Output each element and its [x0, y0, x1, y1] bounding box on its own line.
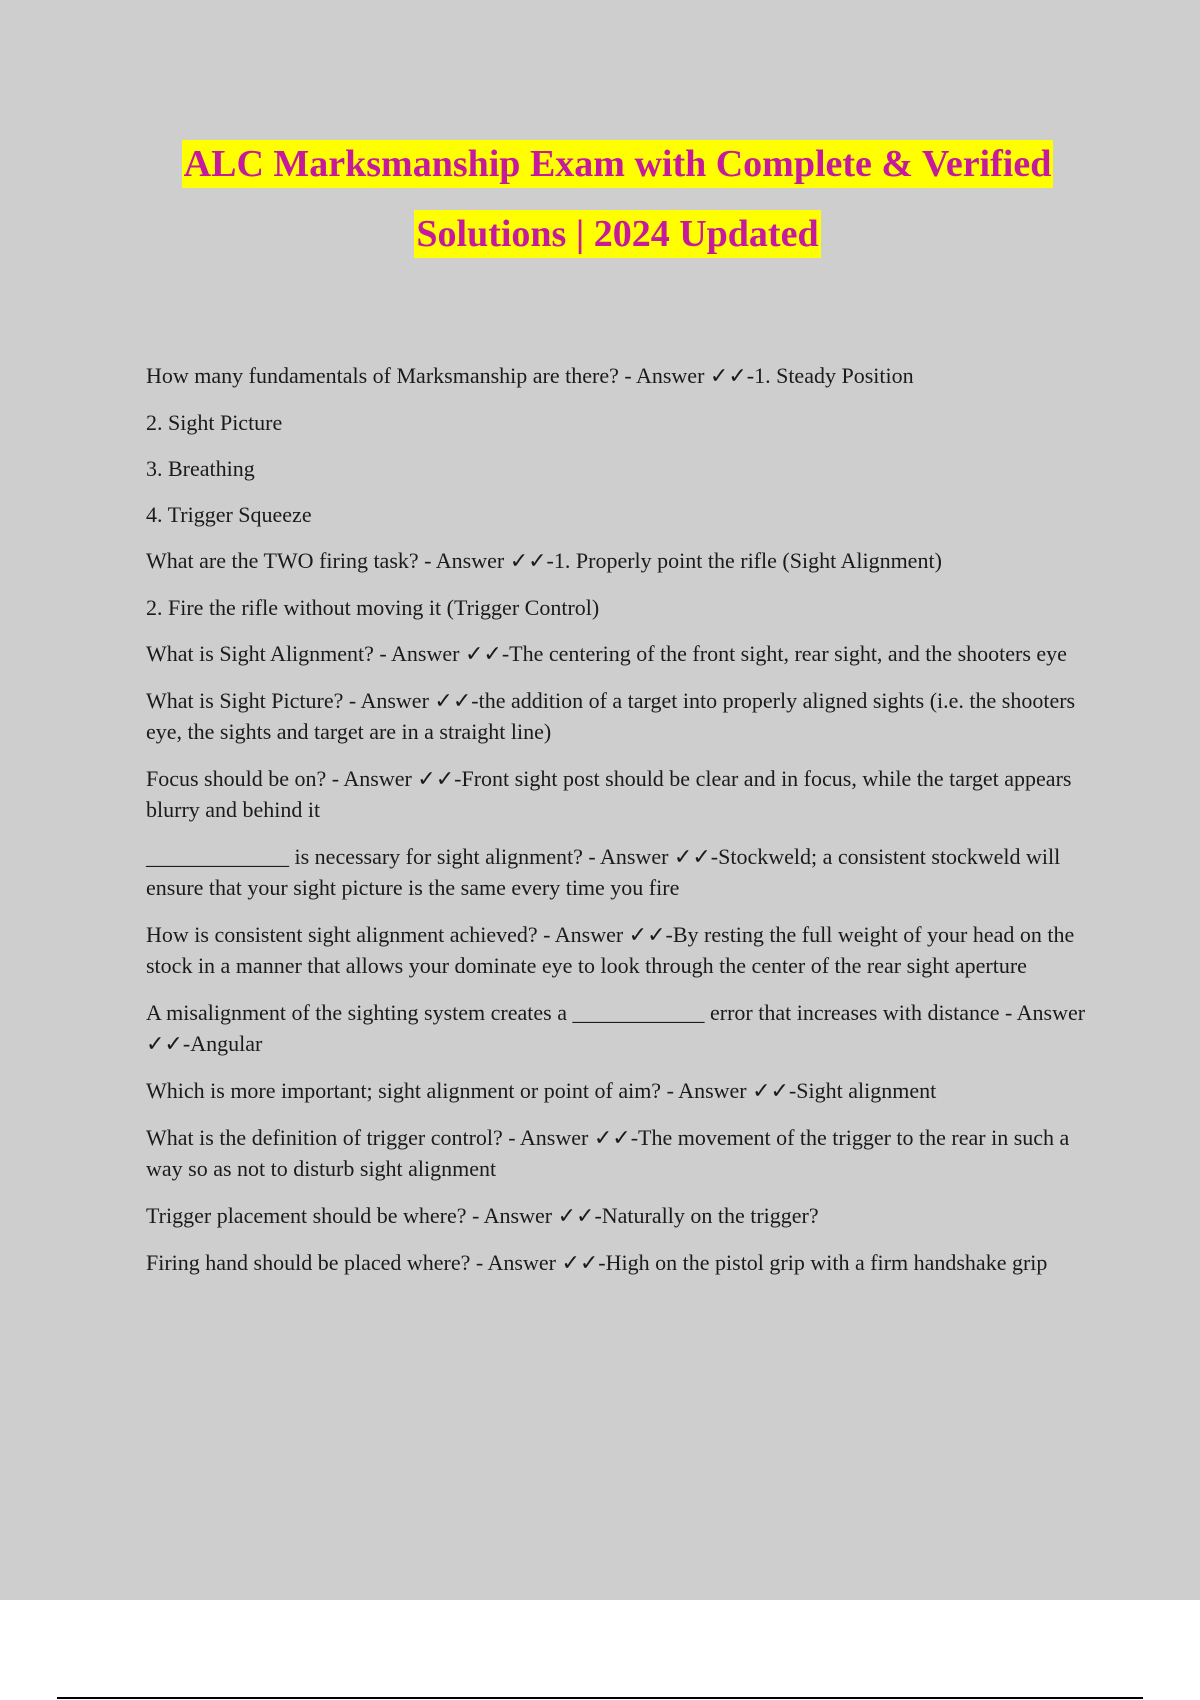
qa-paragraph: How many fundamentals of Marksmanship are there? - Answer ✓✓-1. Steady Position	[146, 363, 914, 388]
qa-paragraph: A misalignment of the sighting system creates a ____________ error that increases with distance - Answer ✓✓-Angular	[146, 1000, 1086, 1056]
list-item: 2. Sight Picture	[146, 410, 283, 435]
list-item: 3. Breathing	[146, 456, 255, 481]
footer-divider	[57, 1697, 1143, 1699]
document-title	[0, 140, 1200, 258]
title-line-1: ALC Marksmanship Exam with Complete & Verified	[182, 140, 1054, 188]
qa-paragraph: _____________ is necessary for sight alignment? - Answer ✓✓-Stockweld; a consistent stockweld will ensure that your sight picture is the same every time you fire	[146, 844, 1061, 900]
list-item: 4. Trigger Squeeze	[146, 502, 312, 527]
qa-paragraph: Trigger placement should be where? - Answer ✓✓-Naturally on the trigger?	[146, 1203, 819, 1228]
title-line-2: Solutions | 2024 Updated	[414, 210, 820, 258]
list-item: 2. Fire the rifle without moving it (Trigger Control)	[146, 595, 600, 620]
qa-paragraph: How is consistent sight alignment achieved? - Answer ✓✓-By resting the full weight of your head on the stock in a manner that allows your dominate eye to look through the center of the rear sight aperture	[146, 922, 1075, 978]
question-answer-list	[146, 360, 1096, 1294]
page-footer	[0, 1600, 1200, 1700]
qa-paragraph: Firing hand should be placed where? - Answer ✓✓-High on the pistol grip with a firm handshake grip	[146, 1250, 1048, 1275]
qa-paragraph: What is Sight Alignment? - Answer ✓✓-The centering of the front sight, rear sight, and the shooters eye	[146, 641, 1067, 666]
qa-paragraph: Which is more important; sight alignment or point of aim? - Answer ✓✓-Sight alignment	[146, 1078, 937, 1103]
qa-paragraph: What is Sight Picture? - Answer ✓✓-the addition of a target into properly aligned sights (i.e. the shooters eye, the sights and target are in a straight line)	[146, 688, 1076, 744]
qa-paragraph: What is the definition of trigger control? - Answer ✓✓-The movement of the trigger to the rear in such a way so as not to disturb sight alignment	[146, 1125, 1070, 1181]
qa-paragraph: Focus should be on? - Answer ✓✓-Front sight post should be clear and in focus, while the target appears blurry and behind it	[146, 766, 1072, 822]
qa-paragraph: What are the TWO firing task? - Answer ✓✓-1. Properly point the rifle (Sight Alignment)	[146, 548, 942, 573]
